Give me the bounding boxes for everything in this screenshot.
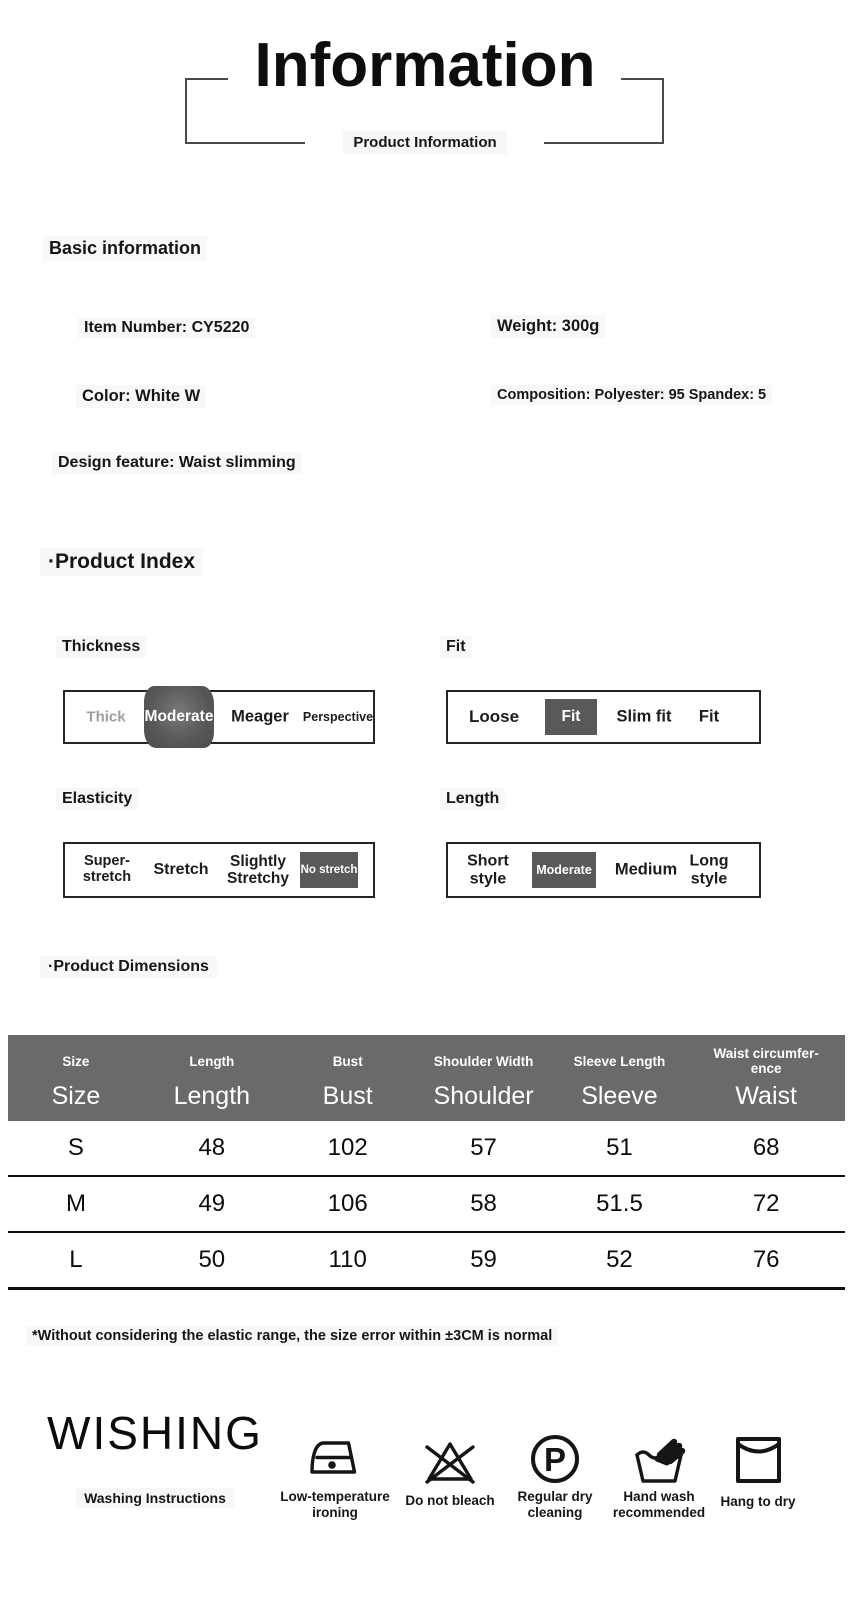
color-field: Color: White W [76,385,206,408]
composition-field: Composition: Polyester: 95 Spandex: 5 [491,385,772,405]
thickness-option-moderate-selected: Moderate [144,686,214,748]
bracket-right-top [621,78,664,80]
brand-logo: WISHING [47,1407,263,1459]
elasticity-option-no-stretch-selected: No stretch [300,852,358,888]
product-index-heading: ·Product Index [40,548,203,576]
hand-wash-recommended-icon [629,1428,689,1488]
size-table-header [8,1035,845,1121]
table-row-m: M 49 106 58 51.5 72 [8,1177,845,1233]
elasticity-option-super-stretch: Super-stretch [82,853,132,885]
length-option-medium: Medium [614,860,678,879]
elasticity-option-stretch: Stretch [153,861,209,878]
header-cell-size: Size Size [51,1053,101,1110]
elasticity-label: Elasticity [56,788,138,810]
fit-label: Fit [440,636,472,658]
fit-scale [446,690,761,744]
thickness-label: Thickness [56,636,146,658]
bracket-left-top [185,78,228,80]
length-option-long-style: Long style [689,852,729,887]
size-table [8,1035,845,1290]
regular-dry-cleaning-icon [525,1428,585,1488]
header-cell-shoulder: Shoulder Width Shoulder [433,1053,534,1110]
thickness-option-meager: Meager [231,707,289,726]
page-title: Information [254,31,596,100]
length-scale [446,842,761,898]
item-number-field: Item Number: CY5220 [78,317,255,339]
fit-option-fit-selected: Fit [545,699,597,735]
weight-field: Weight: 300g [491,315,605,338]
fit-option-slim-fit: Slim fit [616,707,672,726]
thickness-scale [63,690,375,744]
elasticity-option-slightly-stretchy: Slightly Stretchy [226,852,290,887]
thickness-option-perspective: Perspective [302,710,374,724]
care-item-hand-wash: Hand wash recommended [597,1428,721,1520]
size-note: *Without considering the elastic range, the size error within ±3CM is normal [26,1326,558,1346]
design-feature-field: Design feature: Waist slimming [52,452,302,474]
product-dimensions-heading: ·Product Dimensions [40,956,217,978]
length-label: Length [440,788,505,810]
header-cell-sleeve: Sleeve Length Sleeve [573,1053,666,1110]
care-item-ironing: Low-temperature ironing [273,1428,397,1520]
length-option-short-style: Short style [467,852,509,887]
header-cell-length: Length Length [173,1053,251,1110]
washing-instructions-heading: Washing Instructions [40,1488,270,1508]
do-not-bleach-icon [420,1432,480,1492]
page-subtitle: Product Information [0,131,850,154]
header-cell-bust: Bust Bust [322,1053,373,1110]
care-item-dry-cleaning: P Regular dry cleaning [493,1428,617,1520]
header-cell-waist: Waist circumfer-ence Waist [713,1046,819,1110]
fit-option-fit2: Fit [698,707,720,726]
fit-option-loose: Loose [468,707,520,726]
elasticity-scale [63,842,375,898]
care-item-bleach: Do not bleach [388,1432,512,1509]
svg-text:P: P [543,1441,567,1478]
low-temperature-ironing-icon [305,1428,365,1488]
table-row-l: L 50 110 59 52 76 [8,1233,845,1290]
care-item-hang-dry: Hang to dry [696,1428,820,1510]
basic-information-heading: Basic information [43,236,207,261]
table-row-s: S 48 102 57 51 68 [8,1121,845,1177]
hang-to-dry-icon [728,1428,788,1488]
length-option-moderate-selected: Moderate [532,852,596,888]
thickness-option-thick: Thick [86,708,126,726]
